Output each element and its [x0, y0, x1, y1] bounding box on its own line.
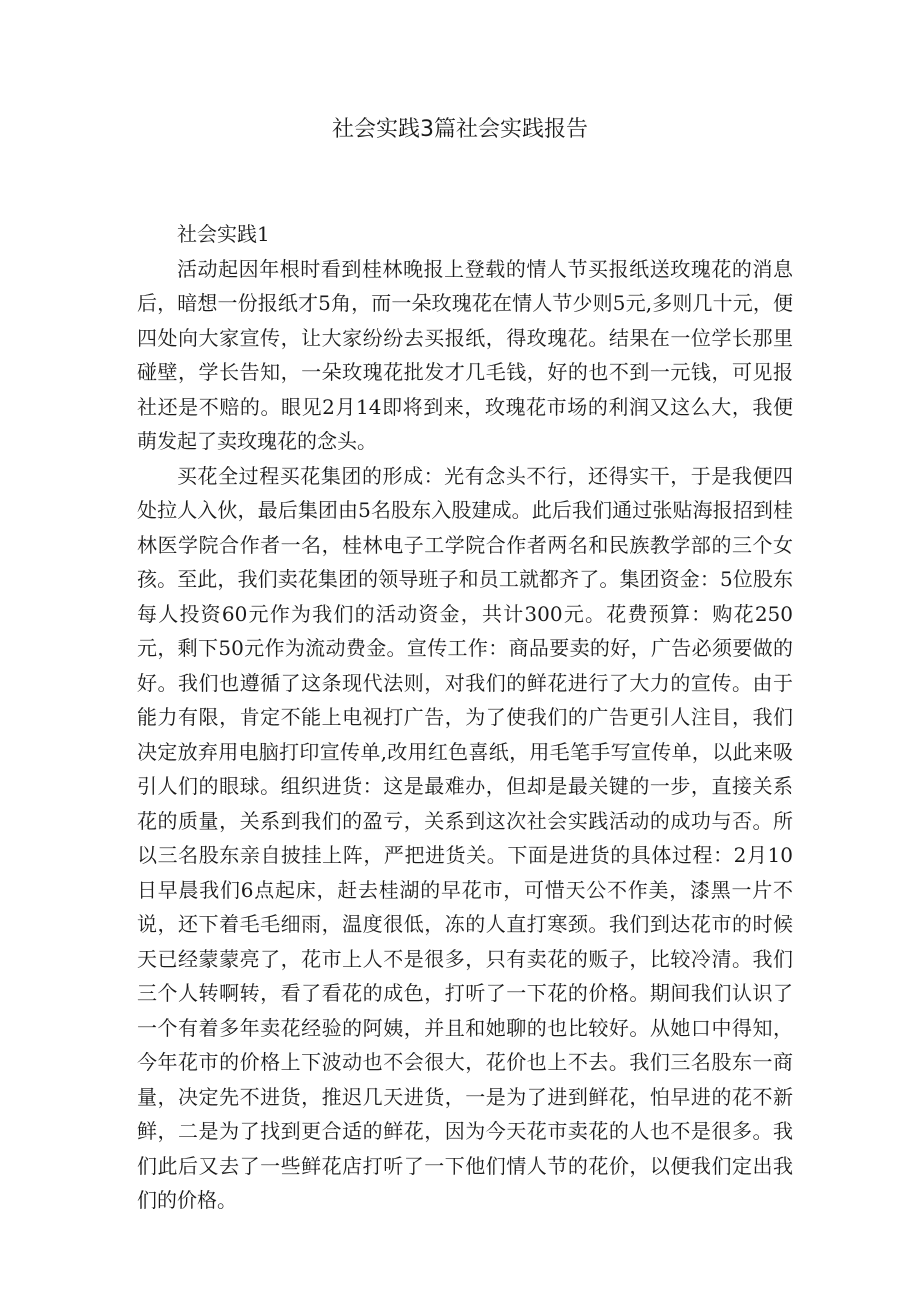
paragraph-buying-process: 买花全过程买花集团的形成：光有念头不行，还得实干，于是我便四处拉人入伙，最后集团由5名股东入股建成。此后我们通过张贴海报招到桂林医学院合作者一名，桂林电子工学院合作者两名和民族教学部的三个女孩。至此，我们卖花集团的领导班子和员工就都齐了。集团资金：5位股东每人投资60元作为我们的活动资金，共计300元。花费预算：购花250元，剩下50元作为流动费金。宣传工作：商品要卖的好，广告必须要做的好。我们也遵循了这条现代法则，对我们的鲜花进行了大力的宣传。由于能力有限，肯定不能上电视打广告，为了使我们的广告更引人注目，我们决定放弃用电脑打印宣传单,改用红色喜纸，用毛笔手写宣传单，以此来吸引人们的眼球。组织进货：这是最难办，但却是最关键的一步，直接关系花的质量，关系到我们的盈亏，关系到这次社会实践活动的成功与否。所以三名股东亲自披挂上阵，严把进货关。下面是进货的具体过程：2月10日早晨我们6点起床，赶去桂湖的早花市，可惜天公不作美，漆黑一片不说，还下着毛毛细雨，温度很低，冻的人直打寒颈。我们到达花市的时候天已经蒙蒙亮了，花市上人不是很多，只有卖花的贩子，比较冷清。我们三个人转啊转，看了看花的成色，打听了一下花的价格。期间我们认识了一个有着多年卖花经验的阿姨，并且和她聊的也比较好。从她口中得知，今年花市的价格上下波动也不会很大，花价也上不去。我们三名股东一商量，决定先不进货，推迟几天进货，一是为了进到鲜花，怕早进的花不新鲜，二是为了找到更合适的鲜花，因为今天花市卖花的人也不是很多。我们此后又去了一些鲜花店打听了一下他们情人节的花价，以便我们定出我们的价格。 [137, 463, 793, 1212]
document-body [137, 217, 793, 1218]
section-heading: 社会实践1 [177, 222, 270, 246]
document-title: 社会实践3篇社会实践报告 [332, 117, 588, 142]
paragraph-activity-origin: 活动起因年根时看到桂林晚报上登载的情人节买报纸送玫瑰花的消息后，暗想一份报纸才5角，而一朵玫瑰花在情人节少则5元,多则几十元，便四处向大家宣传，让大家纷纷去买报纸，得玫瑰花。结果在一位学长那里碰壁，学长告知，一朵玫瑰花批发才几毛钱，好的也不到一元钱，可见报社还是不赔的。眼见2月14即将到来，玫瑰花市场的利润又这么大，我便萌发起了卖玫瑰花的念头。 [137, 256, 793, 453]
